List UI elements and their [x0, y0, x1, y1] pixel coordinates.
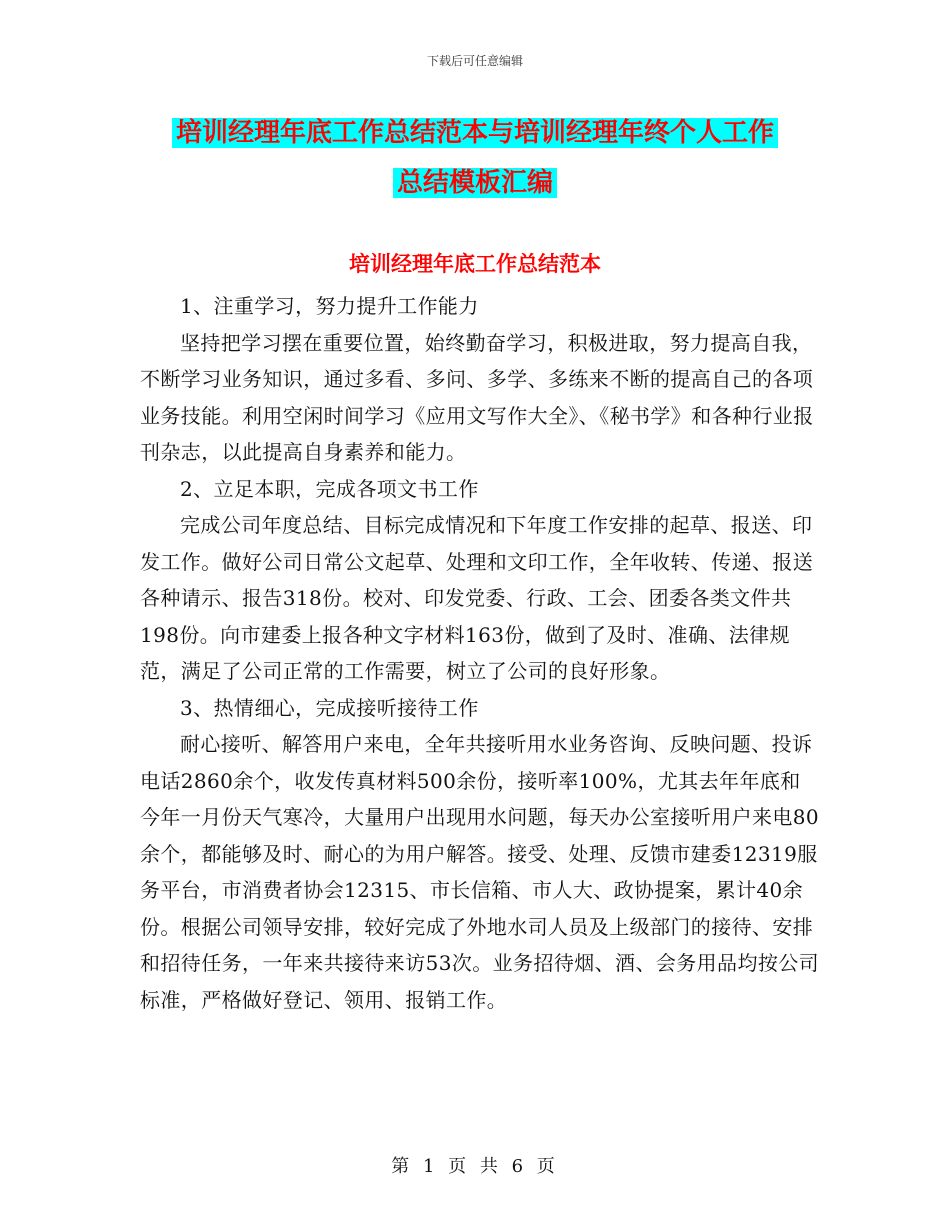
- heading-2: 2、立足本职，完成各项文书工作: [180, 476, 479, 501]
- document-title: [0, 108, 950, 208]
- section-title: 培训经理年底工作总结范本: [349, 252, 601, 276]
- paragraph-3: 耐心接听、解答用户来电，全年共接听用水业务咨询、反映问题、投诉电话2860余个，收发传真材料500余份，接听率100%，尤其去年年底和今年一月份天气寒冷，大量用户出现用水问题，每天办公室接听用户来电80余个，都能够及时、耐心的为用户解答。接受、处理、反馈市建委12319服务平台，市消费者协会12315、市长信箱、市人大、政协提案，累计40余份。根据公司领导安排，较好完成了外地水司人员及上级部门的接待、安排和招待任务，一年来共接待来访53次。业务招待烟、酒、会务用品均按公司标准，严格做好登记、领用、报销工作。: [140, 732, 820, 1012]
- paragraph-2: 完成公司年度总结、目标完成情况和下年度工作安排的起草、报送、印发工作。做好公司日常公文起草、处理和文印工作，全年收转、传递、报送各种请示、报告318份。校对、印发党委、行政、工会、团委各类文件共198份。向市建委上报各种文字材料163份，做到了及时、准确、法律规范，满足了公司正常的工作需要，树立了公司的良好形象。: [140, 513, 814, 683]
- paragraph-1: 坚持把学习摆在重要位置，始终勤奋学习，积极进取，努力提高自我，不断学习业务知识，通过多看、多问、多学、多练来不断的提高自己的各项业务技能。利用空闲时间学习《应用文写作大全》、《秘书学》和各种行业报刊杂志，以此提高自身素养和能力。: [140, 330, 814, 464]
- heading-1: 1、注重学习，努力提升工作能力: [180, 294, 479, 318]
- document-body: [140, 288, 820, 1018]
- heading-3: 3、热情细心，完成接听接待工作: [180, 695, 479, 720]
- title-line-2: 总结模板汇编: [393, 168, 557, 198]
- page-footer: 第 1 页 共 6 页: [391, 1156, 559, 1177]
- header-note: 下载后可任意编辑: [426, 54, 523, 68]
- title-line-1: 培训经理年底工作总结范本与培训经理年终个人工作: [172, 118, 778, 148]
